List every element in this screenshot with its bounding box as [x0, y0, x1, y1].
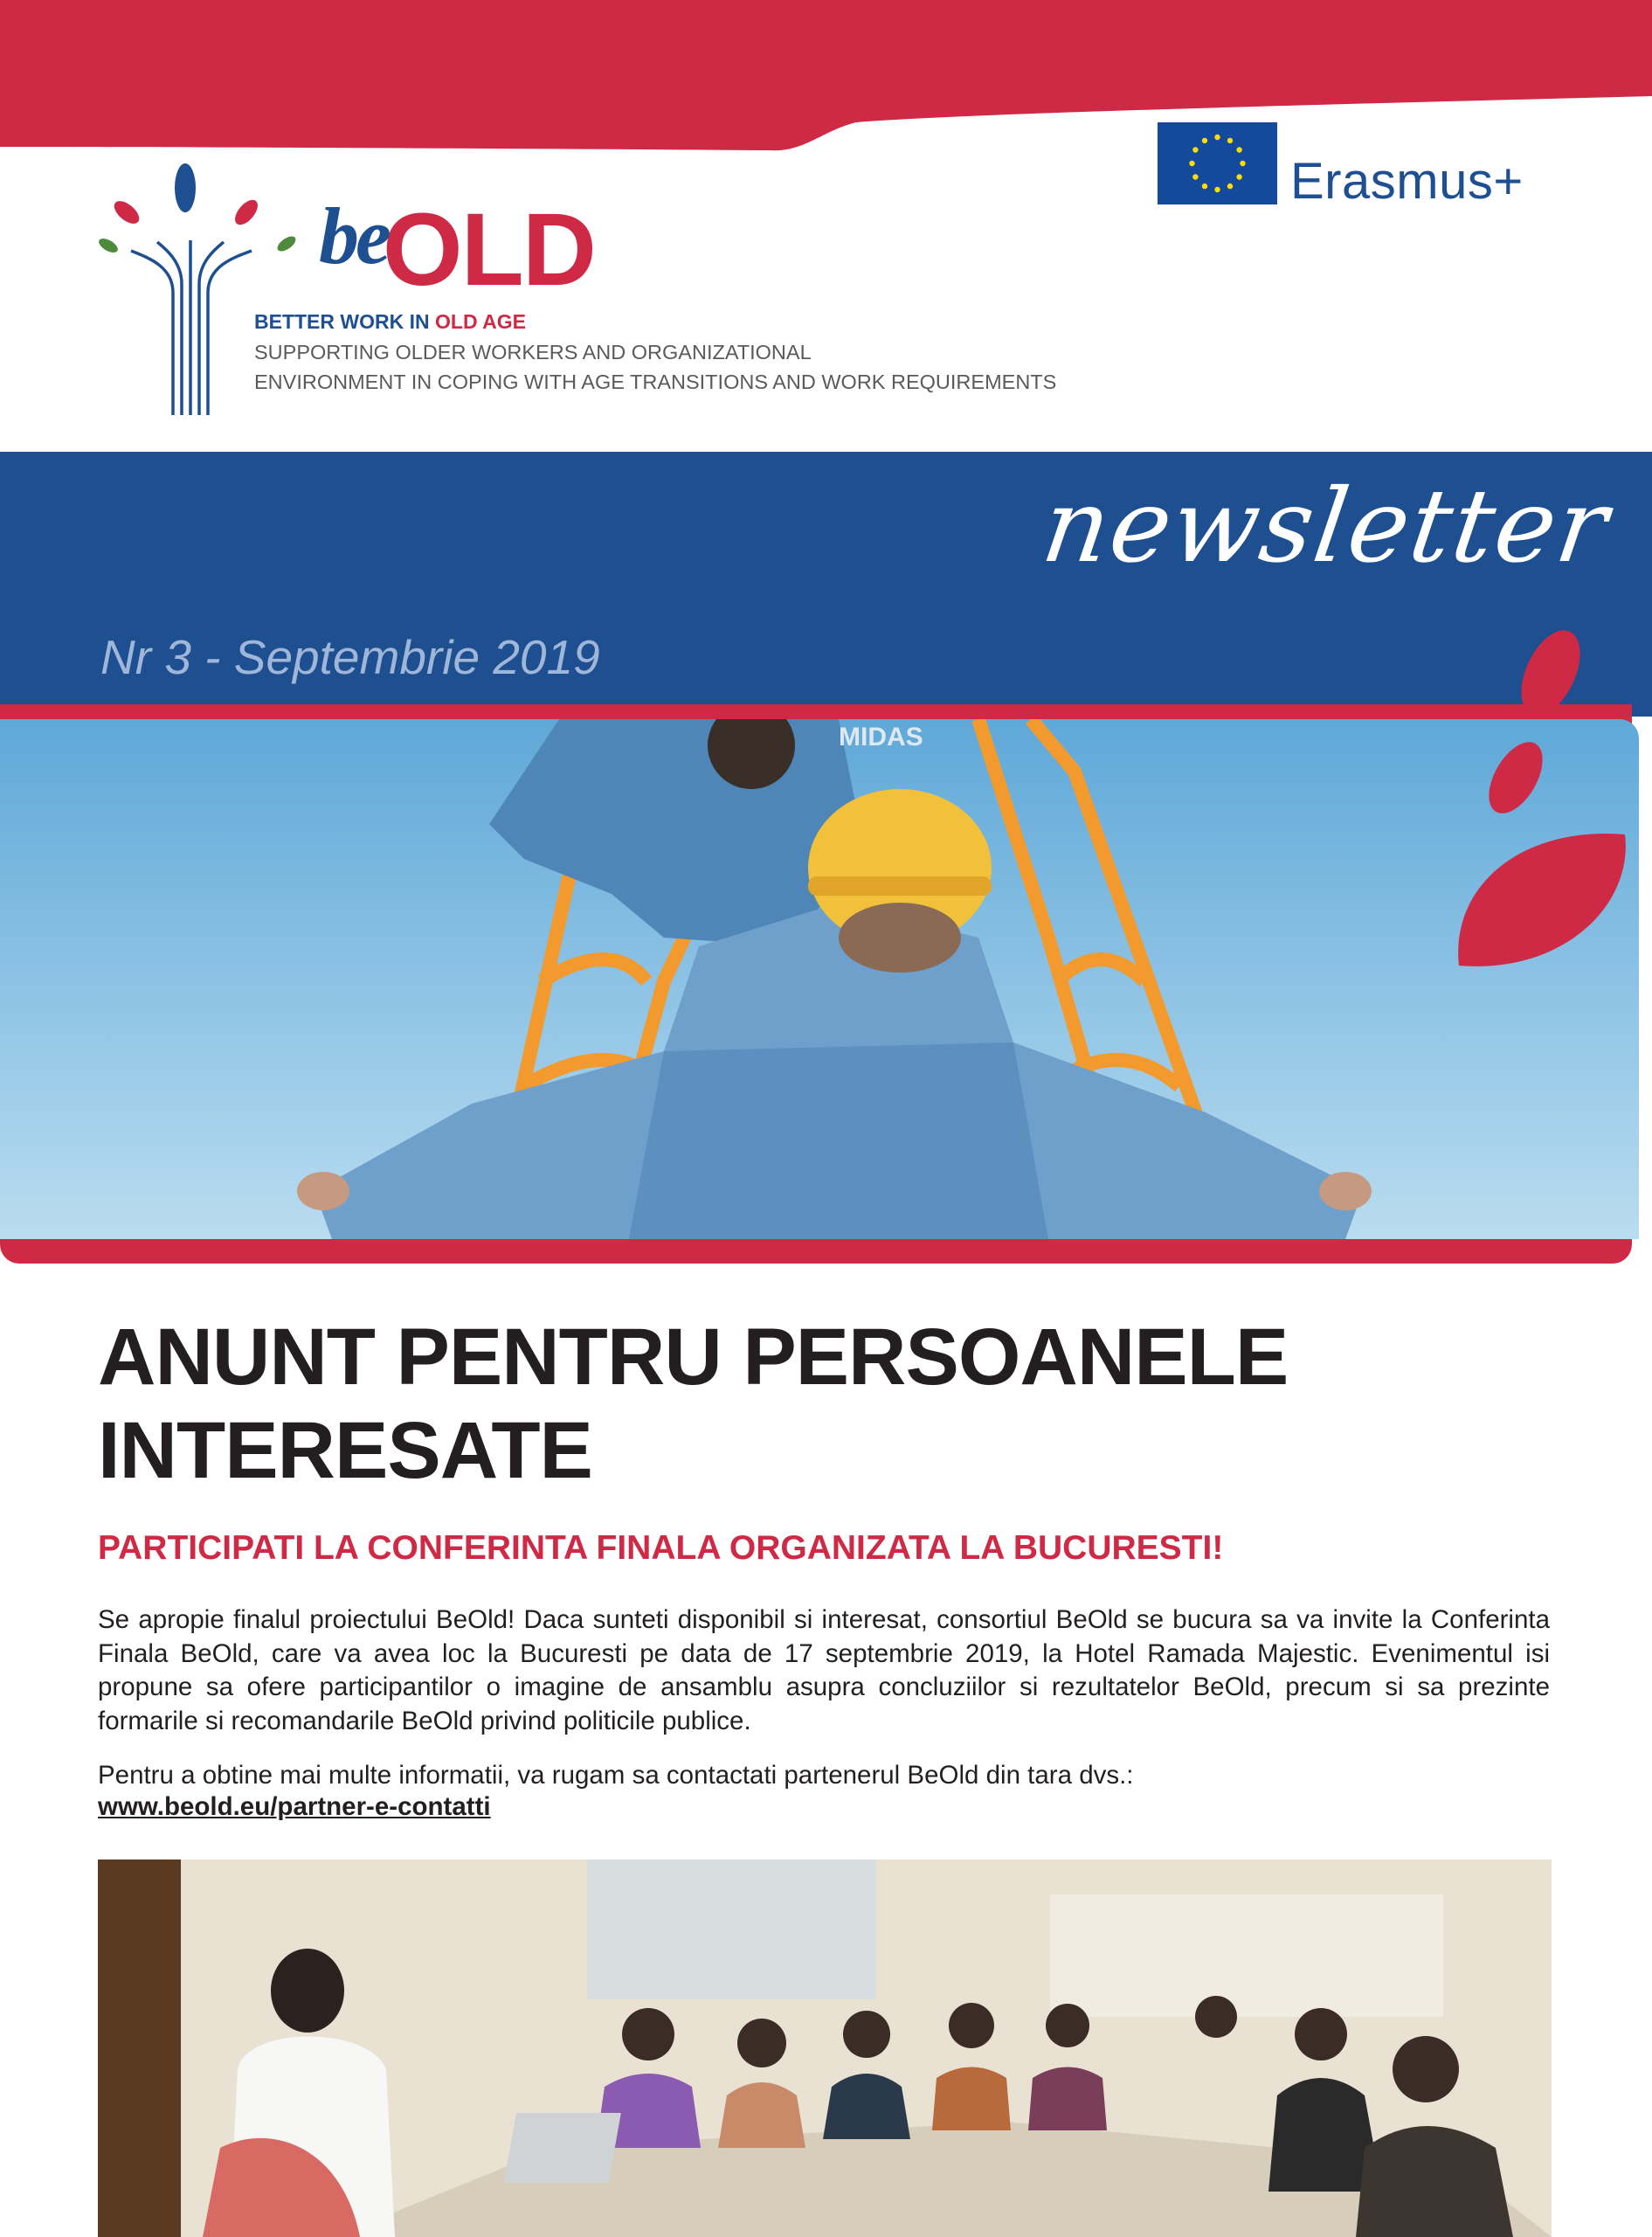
tagline-line-2: SUPPORTING OLDER WORKERS AND ORGANIZATIONAL	[254, 341, 812, 364]
article-subtitle: PARTICIPATI LA CONFERINTA FINALA ORGANIZATA LA BUCURESTI!	[98, 1529, 1224, 1567]
conference-photo	[98, 1860, 1552, 2237]
tagline-line-1: BETTER WORK IN OLD AGE	[254, 310, 526, 333]
article-paragraph: Se apropie finalul proiectului BeOld! Daca sunteti disponibil si interesat, consortiul BeOld se bucura sa va invite la Conferinta Finala BeOld, care va avea loc la Bucuresti pe data de 17 septembrie 2019, la Hotel Ramada Majestic. Evenimentul isi propune sa ofere participantilor o imagine de ansamblu asupra concluziilor si rezultatelor BeOld, precum si sa prezinte formarile si recomandarile BeOld privind politicile publice.	[98, 1605, 1550, 1735]
article-title: ANUNT PENTRU PERSOANELE INTERESATE	[98, 1312, 1289, 1495]
contact-paragraph: Pentru a obtine mai multe informatii, va rugam sa contactati partenerul BeOld din tara dvs.:	[98, 1761, 1134, 1790]
issue-label: Nr 3 - Septembrie 2019	[100, 630, 600, 684]
decorative-leaves-icon	[1433, 625, 1652, 1009]
erasmus-plus-label: Erasmus+	[1290, 153, 1524, 210]
top-red-band	[0, 0, 1652, 157]
beold-wordmark	[319, 179, 595, 308]
eu-flag-icon	[1158, 122, 1277, 204]
logo-prefix: be	[319, 191, 388, 280]
tagline-line-3: ENVIRONMENT IN COPING WITH AGE TRANSITIONS AND WORK REQUIREMENTS	[254, 371, 1057, 393]
logo-word: OLD	[382, 192, 595, 308]
hero-workers-photo	[0, 719, 1639, 1239]
svg-text:MIDAS: MIDAS	[839, 723, 923, 751]
partner-contacts-link[interactable]: www.beold.eu/partner-e-contatti	[98, 1792, 491, 1821]
newsletter-title: newsletter	[1035, 467, 1616, 585]
